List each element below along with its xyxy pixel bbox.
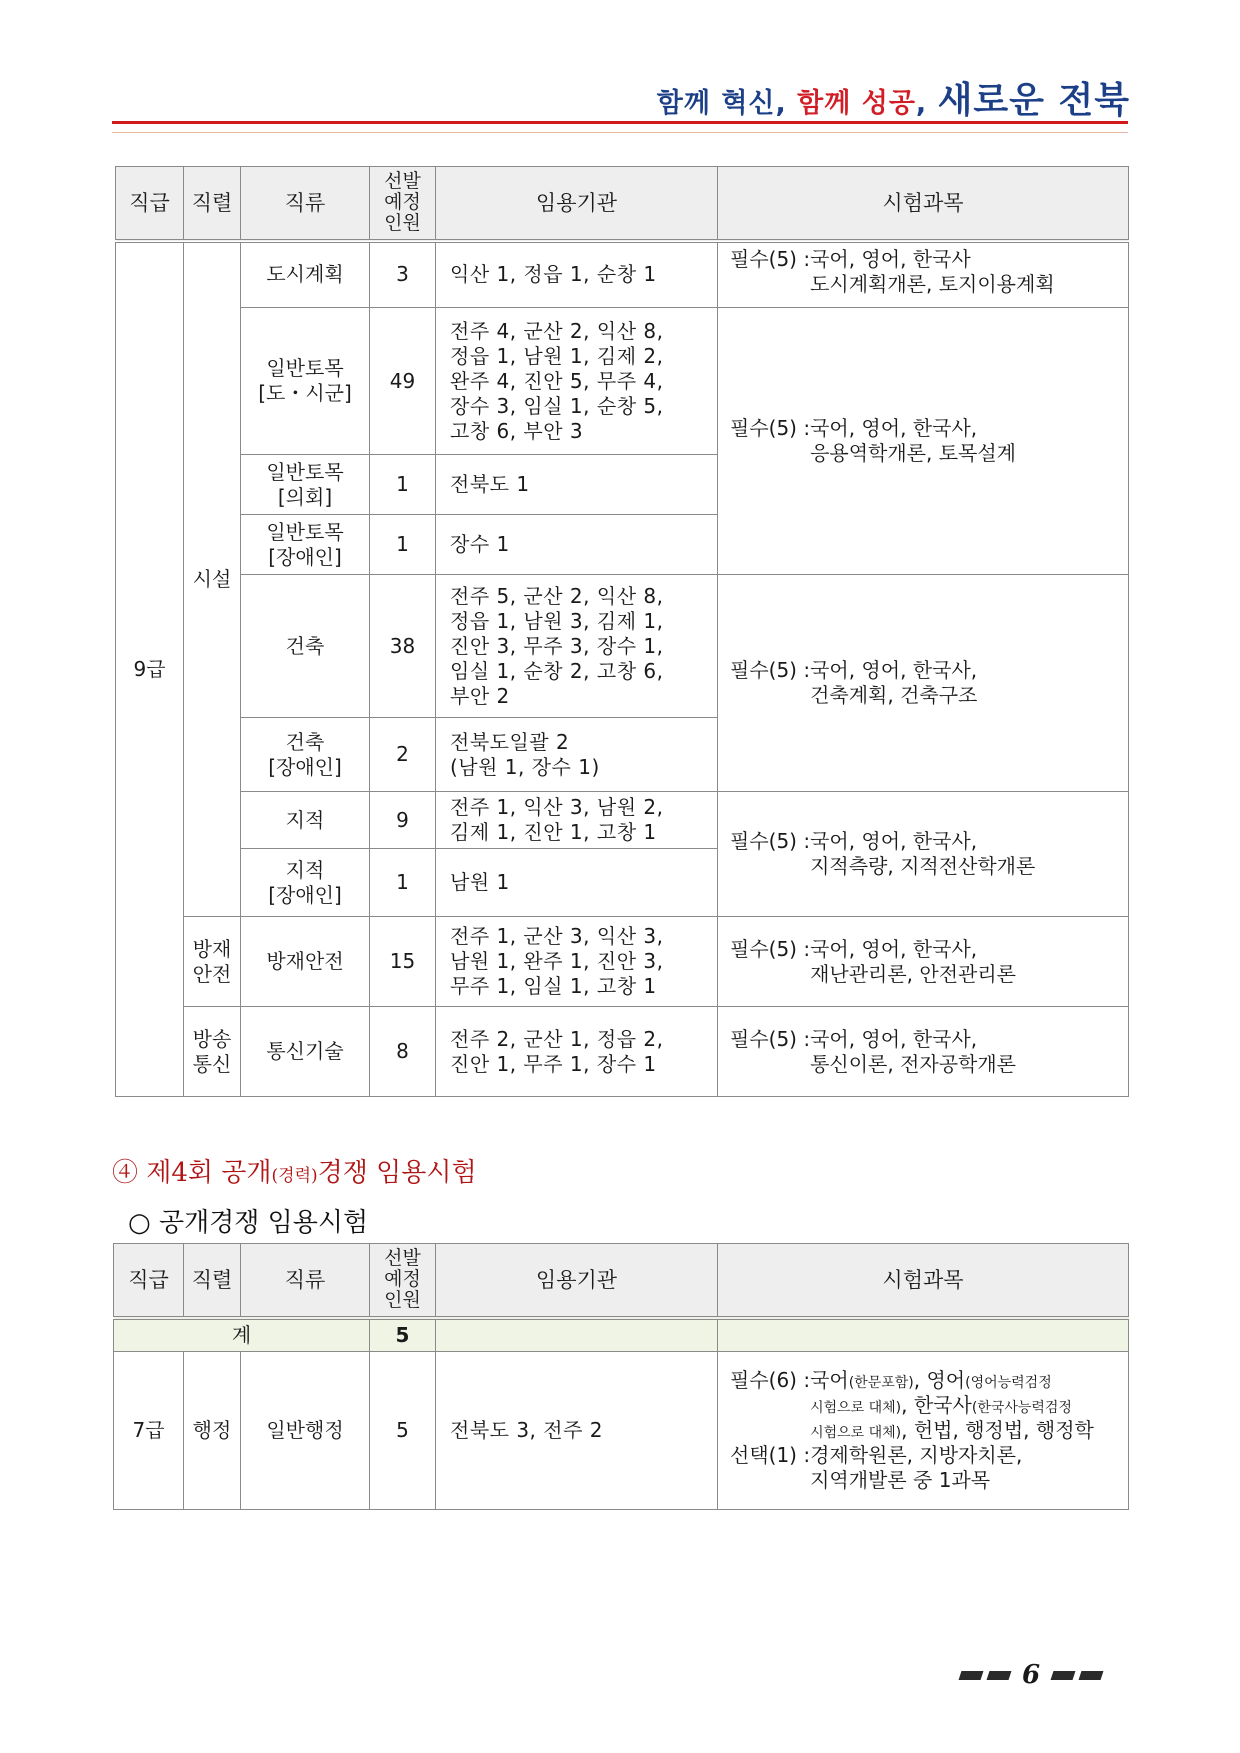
table-row	[116, 792, 1129, 849]
header-rule	[112, 121, 1128, 124]
section-subtitle: ○ 공개경쟁 임용시험	[128, 1208, 369, 1238]
class-cell: 일반토목 [장애인]	[241, 515, 370, 575]
series-cell-disaster: 방재 안전	[184, 917, 241, 1007]
institution-cell: 전주 4, 군산 2, 익산 8, 정읍 1, 남원 1, 김제 2, 완주 4, 진안 5, 무주 4, 장수 3, 임실 1, 순창 5, 고창 6, 부안 3	[436, 308, 718, 455]
institution-cell: 전주 2, 군산 1, 정읍 2, 진안 1, 무주 1, 장수 1	[436, 1007, 718, 1097]
institution-cell: 전주 1, 익산 3, 남원 2, 김제 1, 진안 1, 고창 1	[436, 792, 718, 849]
col-subjects: 시험과목	[718, 1244, 1129, 1318]
col-series: 직렬	[184, 1244, 241, 1318]
section-title: ④ 제4회 공개(경력)경쟁 임용시험	[112, 1158, 477, 1188]
class-cell: 일반토목 [도・시군]	[241, 308, 370, 455]
slogan-part3: 새로운 전북	[937, 80, 1130, 121]
grade-cell: 7급	[114, 1352, 184, 1510]
col-class: 직류	[241, 1244, 370, 1318]
count-cell: 1	[370, 515, 436, 575]
class-cell: 도시계획	[241, 241, 370, 308]
series-cell-broadcast: 방송 통신	[184, 1007, 241, 1097]
col-subjects: 시험과목	[718, 167, 1129, 241]
count-cell: 8	[370, 1007, 436, 1097]
grade-cell: 9급	[116, 241, 184, 1097]
subjects-cell: 필수(5) : 국어, 영어, 한국사, 통신이론, 전자공학개론	[718, 1007, 1129, 1097]
count-cell: 9	[370, 792, 436, 849]
institution-cell: 전주 5, 군산 2, 익산 8, 정읍 1, 남원 3, 김제 1, 진안 3, 무주 3, 장수 1, 임실 1, 순창 2, 고창 6, 부안 2	[436, 575, 718, 718]
class-cell: 방재안전	[241, 917, 370, 1007]
header-rule-thin	[112, 132, 1128, 133]
total-label: 계	[114, 1318, 370, 1352]
class-cell: 지적 [장애인]	[241, 849, 370, 917]
col-count: 선발 예정 인원	[370, 167, 436, 241]
count-cell: 15	[370, 917, 436, 1007]
count-cell: 49	[370, 308, 436, 455]
class-cell: 통신기술	[241, 1007, 370, 1097]
col-grade: 직급	[114, 1244, 184, 1318]
class-cell: 건축	[241, 575, 370, 718]
col-count: 선발 예정 인원	[370, 1244, 436, 1318]
count-cell: 5	[370, 1352, 436, 1510]
slogan-part2: 함께 성공	[797, 88, 916, 119]
slogan-part1: 함께 혁신	[656, 88, 776, 119]
total-row	[114, 1318, 1129, 1352]
subjects-cell: 필수(5) : 국어, 영어, 한국사, 재난관리론, 안전관리론	[718, 917, 1129, 1007]
facility-table	[115, 166, 1129, 1097]
class-cell: 건축 [장애인]	[241, 718, 370, 792]
institution-cell: 전북도 1	[436, 455, 718, 515]
subjects-cell: 필수(6) : 국어(한문포함), 영어(영어능력검정 시험으로 대체), 한국사(한국사능력검정 시험으로 대체), 헌법, 행정법, 행정학 선택(1) : 경제학원론, 지방자치론, 지역개발론 중 1과목	[718, 1352, 1129, 1510]
page-number: 6	[960, 1660, 1102, 1690]
table-row	[114, 1352, 1129, 1510]
header-slogan: 함께 혁신, 함께 성공, 새로운 전북	[656, 80, 1130, 121]
total-count: 5	[370, 1318, 436, 1352]
count-cell: 1	[370, 849, 436, 917]
col-class: 직류	[241, 167, 370, 241]
col-grade: 직급	[116, 167, 184, 241]
subjects-cell: 필수(5) : 국어, 영어, 한국사, 지적측량, 지적전산학개론	[718, 792, 1129, 917]
institution-cell: 남원 1	[436, 849, 718, 917]
count-cell: 3	[370, 241, 436, 308]
class-cell: 지적	[241, 792, 370, 849]
institution-cell: 장수 1	[436, 515, 718, 575]
table-row	[116, 575, 1129, 718]
institution-cell: 전북도 3, 전주 2	[436, 1352, 718, 1510]
table-row	[116, 308, 1129, 455]
subjects-cell: 필수(5) : 국어, 영어, 한국사, 건축계획, 건축구조	[718, 575, 1129, 792]
col-institution: 임용기관	[436, 167, 718, 241]
series-cell-facility: 시설	[184, 241, 241, 917]
count-cell: 2	[370, 718, 436, 792]
class-cell: 일반토목 [의회]	[241, 455, 370, 515]
series-cell: 행정	[184, 1352, 241, 1510]
table-row	[116, 917, 1129, 1007]
table-row	[116, 241, 1129, 308]
subjects-cell: 필수(5) : 국어, 영어, 한국사, 응용역학개론, 토목설계	[718, 308, 1129, 575]
institution-cell: 익산 1, 정읍 1, 순창 1	[436, 241, 718, 308]
institution-cell: 전주 1, 군산 3, 익산 3, 남원 1, 완주 1, 진안 3, 무주 1, 임실 1, 고창 1	[436, 917, 718, 1007]
count-cell: 1	[370, 455, 436, 515]
col-series: 직렬	[184, 167, 241, 241]
open-competition-table	[113, 1243, 1129, 1510]
col-institution: 임용기관	[436, 1244, 718, 1318]
count-cell: 38	[370, 575, 436, 718]
subjects-cell: 필수(5) : 국어, 영어, 한국사 도시계획개론, 토지이용계획	[718, 241, 1129, 308]
table-row	[116, 1007, 1129, 1097]
class-cell: 일반행정	[241, 1352, 370, 1510]
institution-cell: 전북도일괄 2 (남원 1, 장수 1)	[436, 718, 718, 792]
